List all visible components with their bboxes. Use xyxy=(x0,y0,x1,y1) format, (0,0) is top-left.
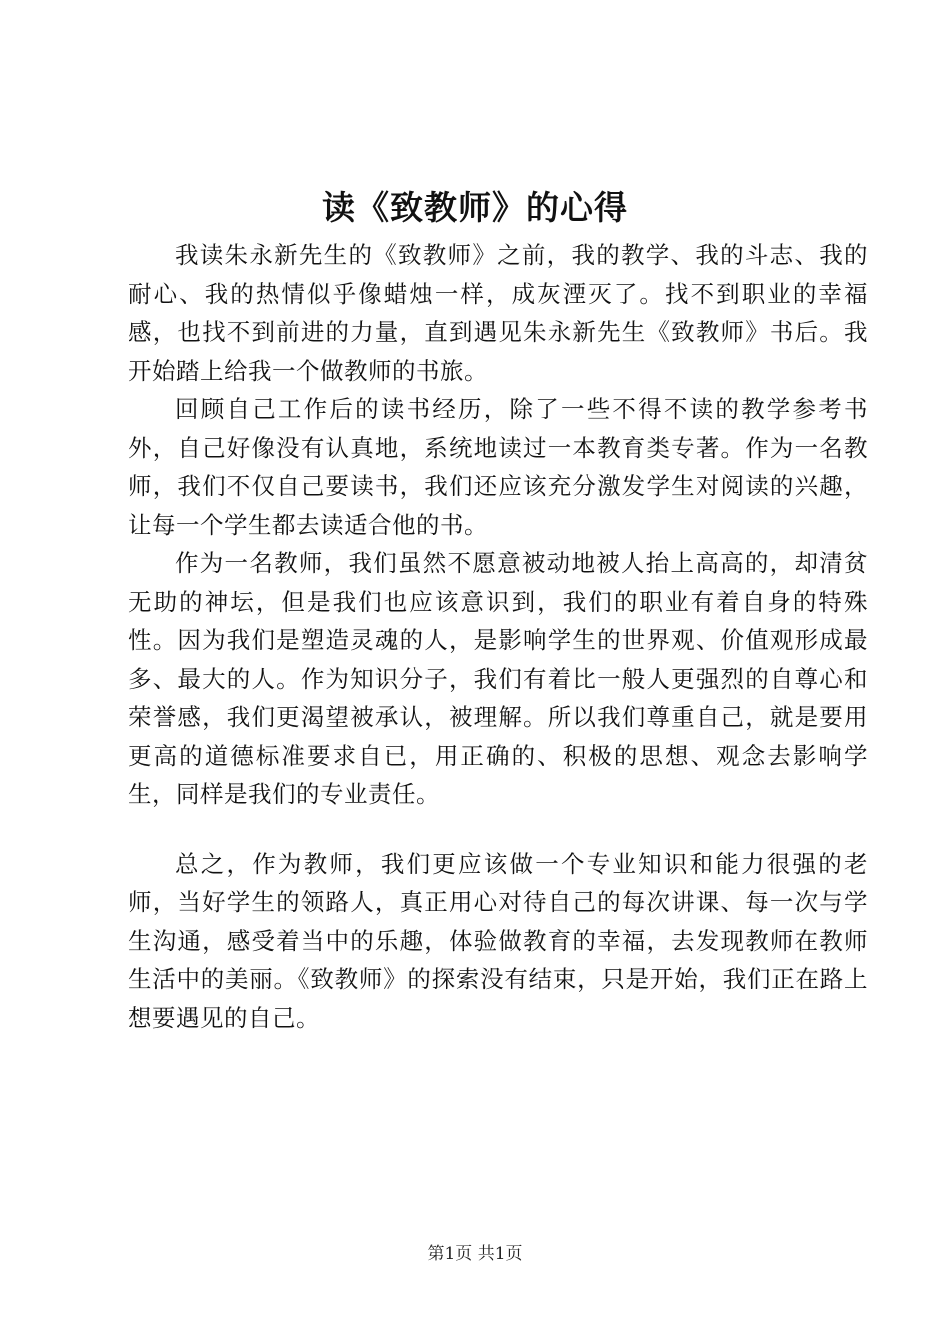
document-title: 读《致教师》的心得 xyxy=(322,188,628,227)
document-body xyxy=(128,236,868,1037)
paragraph-4: 总之，作为教师，我们更应该做一个专业知识和能力很强的老师，当好学生的领路人，真正用心对待自己的每次讲课、每一次与学生沟通，感受着当中的乐趣，体验做教育的幸福，去发现教师在教师生活中的美丽。《致教师》的探索没有结束，只是开始，我们正在路上想要遇见的自己。 xyxy=(128,849,868,1032)
paragraph-2: 回顾自己工作后的读书经历，除了一些不得不读的教学参考书外，自己好像没有认真地，系统地读过一本教育类专著。作为一名教师，我们不仅自己要读书，我们还应该充分激发学生对阅读的兴趣，让每一个学生都去读适合他的书。 xyxy=(128,395,868,539)
page-footer: 第1页 共1页 xyxy=(427,1244,523,1264)
paragraph-3: 作为一名教师，我们虽然不愿意被动地被人抬上高高的，却清贫无助的神坛，但是我们也应该意识到，我们的职业有着自身的特殊性。因为我们是塑造灵魂的人，是影响学生的世界观、价值观形成最多、最大的人。作为知识分子，我们有着比一般人更强烈的自尊心和荣誉感，我们更渴望被承认，被理解。所以我们尊重自己，就是要用更高的道德标准要求自已，用正确的、积极的思想、观念去影响学生，同样是我们的专业责任。 xyxy=(128,549,868,808)
paragraph-1: 我读朱永新先生的《致教师》之前，我的教学、我的斗志、我的耐心、我的热情似乎像蜡烛一样，成灰湮灭了。找不到职业的幸福感，也找不到前进的力量，直到遇见朱永新先生《致教师》书后。我开始踏上给我一个做教师的书旅。 xyxy=(128,241,868,385)
